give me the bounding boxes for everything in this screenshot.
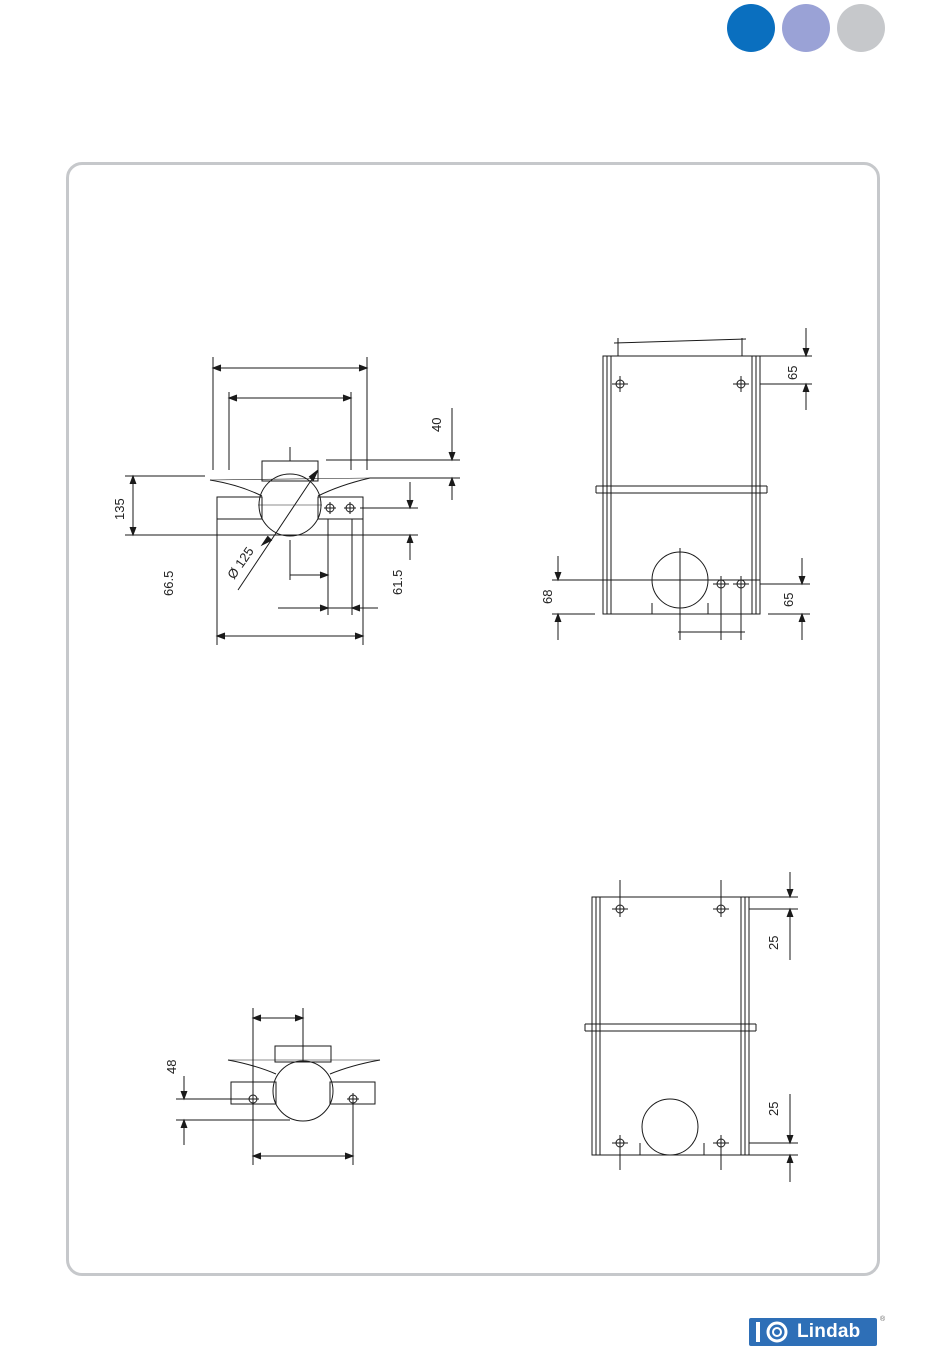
drawing-bottom-left [176,1008,380,1165]
dim-25-top: 25 [766,935,781,950]
dim-40: 40 [429,417,444,432]
dim-61-5: 61.5 [390,569,405,595]
dim-diameter-125: Ø 125 [224,544,257,582]
drawing-top-left [125,357,460,645]
dim-65-bottom: 65 [781,592,796,607]
dim-135: 135 [112,498,127,520]
dim-25-bottom: 25 [766,1101,781,1116]
dim-48: 48 [164,1059,179,1074]
dim-68: 68 [540,589,555,604]
lindab-logo [749,1318,877,1346]
drawing-bottom-right [585,872,798,1182]
drawing-top-right [552,328,812,640]
logo-registered-mark: ® [880,1316,886,1323]
logo-text: Lindab [797,1321,861,1342]
lindab-mark-icon [755,1320,795,1344]
dim-66-5: 66.5 [161,570,176,596]
dim-65-top: 65 [785,365,800,380]
